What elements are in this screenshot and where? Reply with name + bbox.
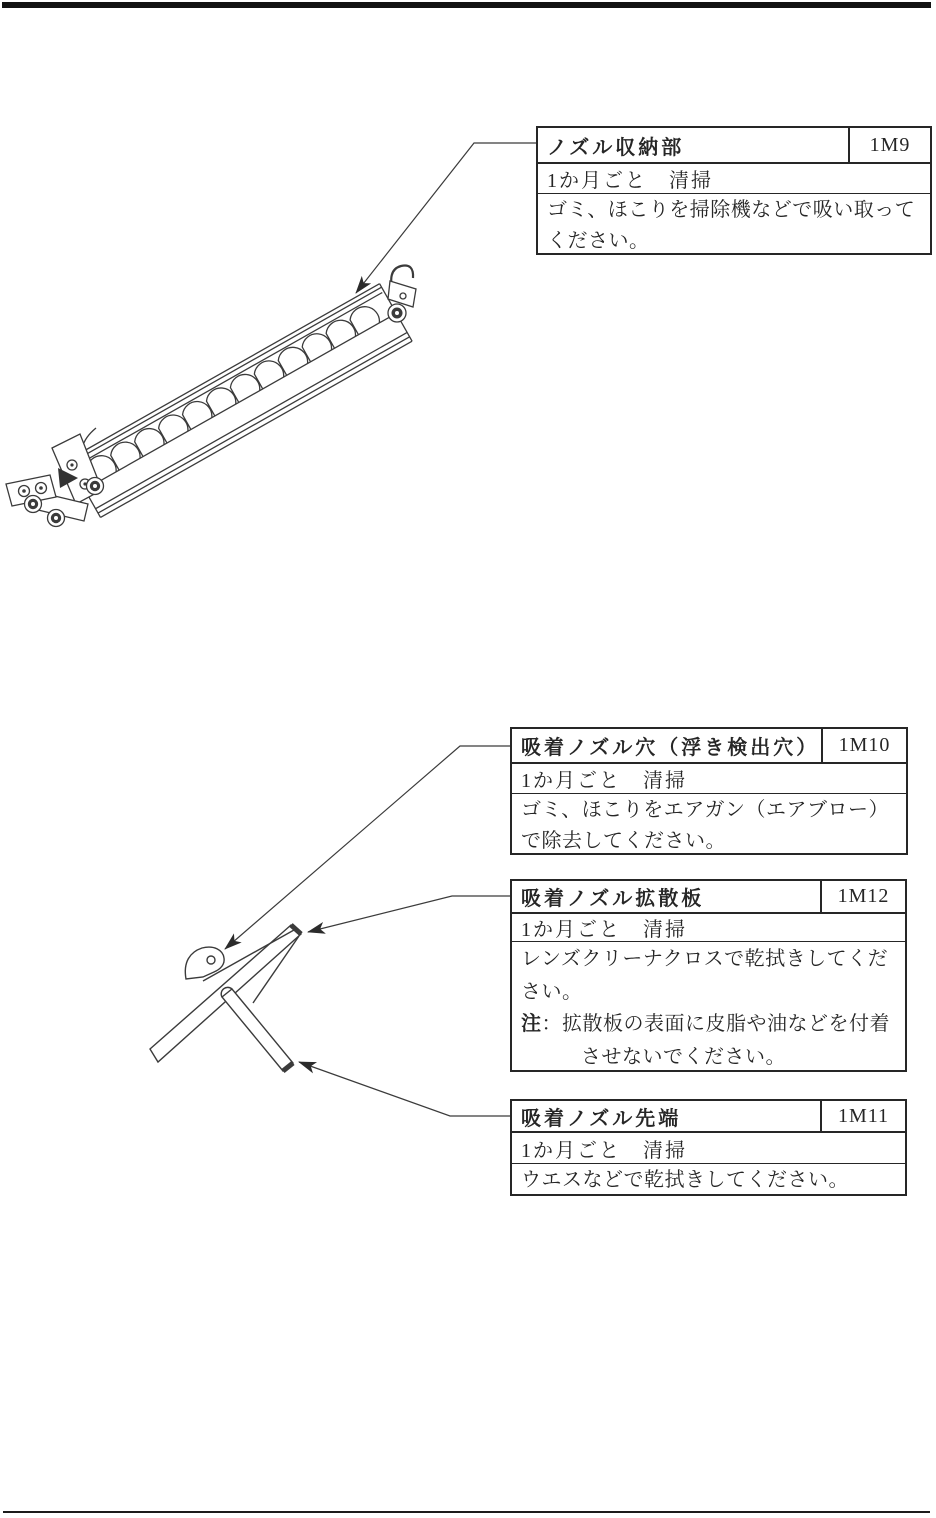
note-text: [521, 1008, 903, 1073]
nozzle-rod: [222, 989, 293, 1071]
nozzle-storage-bar-drawing: [6, 266, 416, 527]
schedule-row: 1か月ごと 清掃: [512, 764, 906, 794]
leader-line-1m11: [299, 1062, 510, 1116]
part-title: 吸着ノズル穴（浮き検出穴）: [521, 737, 820, 759]
schedule-row: 1か月ごと 清掃: [512, 1133, 905, 1164]
note-label: 注: [521, 1013, 542, 1035]
note-body: 拡散板の表面に皮脂や油などを付着させないでください。: [562, 1013, 890, 1068]
part-title: 吸着ノズル先端: [521, 1107, 682, 1130]
instruction-text: レンズクリーナクロスで乾拭きしてください。: [521, 948, 889, 1003]
table-header-row: [538, 128, 930, 164]
leader-line-1m9: [356, 143, 536, 293]
nozzle-hole-tab: [185, 947, 224, 979]
maintenance-table-nozzle-hole: [510, 727, 908, 855]
maintenance-table-nozzle-storage: [536, 126, 932, 255]
bar-left-end-bracket: [6, 428, 104, 527]
suction-nozzle-drawing: [150, 925, 301, 1071]
maintenance-code: 1M11: [820, 1101, 905, 1131]
bar-right-end-bracket: [388, 266, 416, 323]
leader-line-1m10: [225, 746, 510, 949]
leader-line-1m12: [308, 896, 510, 932]
maintenance-table-nozzle-tip: [510, 1099, 907, 1196]
instruction-row: ゴミ、ほこりを掃除機などで吸い取ってください。: [547, 199, 916, 252]
maintenance-table-diffuser-plate: [510, 879, 907, 1072]
instruction-row: ウエスなどで乾拭きしてください。: [521, 1169, 849, 1191]
note-separator: ：: [541, 1013, 562, 1035]
table-header-row: [512, 881, 905, 914]
nozzle-cradle-scallops: [84, 301, 382, 483]
schedule-row: 1か月ごと 清掃: [512, 914, 905, 942]
schedule-row: 1か月ごと 清掃: [538, 164, 930, 194]
table-header-row: [512, 1101, 905, 1133]
maintenance-code: 1M12: [820, 881, 905, 912]
maintenance-code: 1M9: [848, 128, 930, 162]
instruction-row: [512, 942, 905, 1073]
part-title: ノズル収納部: [547, 136, 685, 159]
table-header-row: [512, 729, 906, 764]
maintenance-code: 1M10: [821, 729, 906, 762]
part-title: 吸着ノズル拡散板: [521, 888, 705, 910]
instruction-row: ゴミ、ほこりをエアガン（エアブロー）で除去してください。: [521, 799, 889, 852]
